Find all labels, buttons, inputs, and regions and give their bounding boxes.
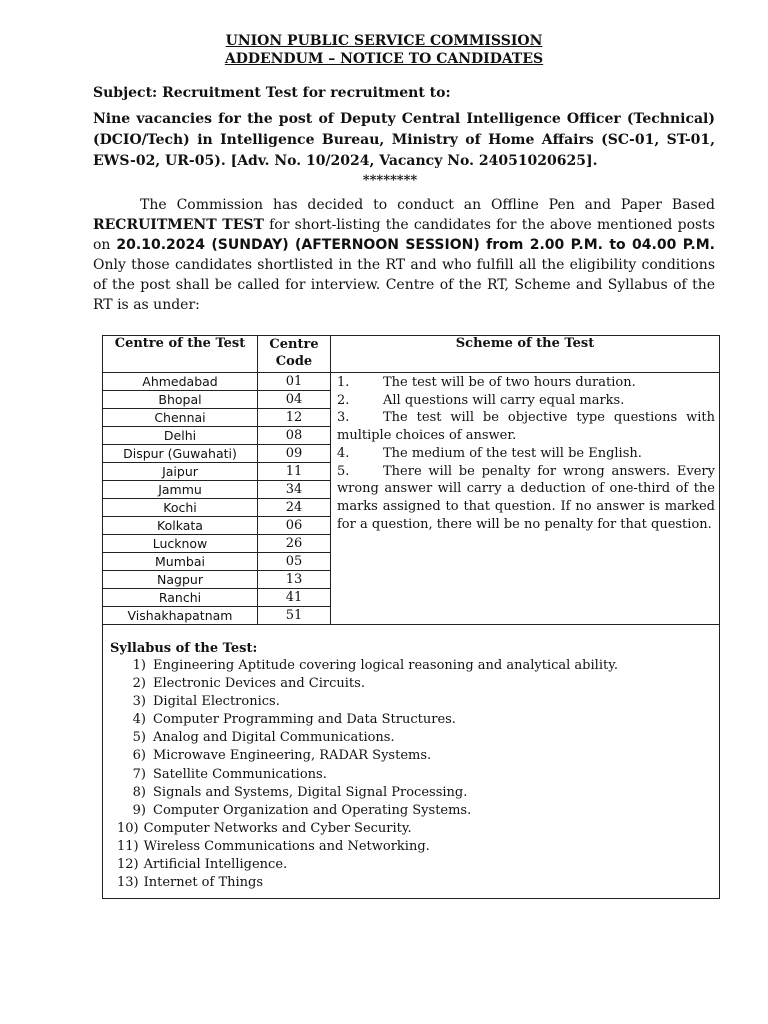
- centre-city: Jaipur: [103, 463, 258, 481]
- separator: ********: [362, 173, 418, 188]
- list-item: 2) Electronic Devices and Circuits.: [132, 676, 365, 692]
- scheme-point: 3. The test will be objective type questions with multiple choices of answer.: [337, 410, 715, 444]
- header-code: Centre Code: [258, 336, 331, 373]
- centre-city: Ahmedabad: [103, 373, 258, 391]
- list-item: 6) Microwave Engineering, RADAR Systems.: [132, 748, 432, 764]
- vacancy-description: Nine vacancies for the post of Deputy Central Intelligence Officer (Technical)(DCIO/Tech) in Intelligence Bureau, Ministry of Home Affairs (SC-01, ST-01, EWS-02, UR-05). [Adv. No. 10/2024, Vacancy No. 24051020625].: [93, 111, 715, 169]
- table-row: [103, 373, 720, 391]
- centre-code: 06: [258, 517, 331, 535]
- centre-code: 12: [258, 409, 331, 427]
- list-item: 10) Computer Networks and Cyber Security.: [117, 820, 412, 836]
- list-item: 9) Computer Organization and Operating Systems.: [132, 802, 472, 818]
- list-item: 3) Digital Electronics.: [132, 694, 280, 710]
- intro-text-1: The Commission has decided to conduct an Offline Pen and Paper Based: [140, 197, 715, 213]
- centre-code: 51: [258, 607, 331, 625]
- centre-code: 01: [258, 373, 331, 391]
- centre-code: 05: [258, 553, 331, 571]
- centre-city: Jammu: [103, 481, 258, 499]
- centre-city: Dispur (Guwahati): [103, 445, 258, 463]
- list-item: 8) Signals and Systems, Digital Signal Processing.: [132, 784, 468, 800]
- scheme-point: 5. There will be penalty for wrong answers. Every wrong answer will carry a deduction of one-third of the marks assigned to that question. If no answer is marked for a question, there will be no penalty for that question.: [337, 463, 715, 532]
- syllabus-list: [110, 657, 715, 892]
- commission-title: UNION PUBLIC SERVICE COMMISSION: [225, 33, 543, 49]
- header-scheme: Scheme of the Test: [331, 336, 720, 373]
- centre-code: 26: [258, 535, 331, 553]
- list-item: 1) Engineering Aptitude covering logical reasoning and analytical ability.: [132, 658, 618, 673]
- centre-city: Ranchi: [103, 589, 258, 607]
- centre-city: Chennai: [103, 409, 258, 427]
- centre-code: 34: [258, 481, 331, 499]
- list-item: 4) Computer Programming and Data Structures.: [132, 712, 456, 728]
- centre-code: 11: [258, 463, 331, 481]
- intro-test-name: RECRUITMENT TEST: [93, 217, 264, 233]
- centre-code: 41: [258, 589, 331, 607]
- intro-text-3: Only those candidates shortlisted in the RT and who fulfill all the eligibility conditions of the post shall be called for interview. Centre of the RT, Scheme and Syllabus of the RT is as under:: [93, 257, 715, 313]
- scheme-point: 2. All questions will carry equal marks.: [337, 392, 625, 408]
- test-details-table: [102, 335, 720, 899]
- centre-city: Lucknow: [103, 535, 258, 553]
- list-item: 11) Wireless Communications and Networking.: [117, 838, 430, 854]
- list-item: 7) Satellite Communications.: [132, 766, 327, 782]
- centre-code: 08: [258, 427, 331, 445]
- scheme-cell: [331, 373, 720, 625]
- list-item: 12) Artificial Intelligence.: [117, 857, 288, 873]
- centre-city: Mumbai: [103, 553, 258, 571]
- subject-line: Subject: Recruitment Test for recruitment to:: [93, 85, 451, 101]
- scheme-point: 1. The test will be of two hours duration.: [337, 375, 636, 390]
- test-date-time: 20.10.2024 (SUNDAY) (AFTERNOON SESSION) from 2.00 P.M. to 04.00 P.M.: [116, 237, 715, 253]
- centre-code: 04: [258, 391, 331, 409]
- centre-city: Kochi: [103, 499, 258, 517]
- centre-code: 13: [258, 571, 331, 589]
- centre-city: Bhopal: [103, 391, 258, 409]
- scheme-point: 4. The medium of the test will be English.: [337, 445, 642, 461]
- centre-city: Nagpur: [103, 571, 258, 589]
- centre-city: Kolkata: [103, 517, 258, 535]
- list-item: 5) Analog and Digital Communications.: [132, 730, 395, 746]
- syllabus-cell: [103, 625, 720, 899]
- syllabus-title: Syllabus of the Test:: [110, 641, 258, 656]
- intro-paragraph: [93, 195, 715, 315]
- centre-code: 24: [258, 499, 331, 517]
- intro-text-2: for short-listing the candidates for the above mentioned posts on: [93, 217, 715, 253]
- header-centre: Centre of the Test: [103, 336, 258, 373]
- addendum-title: ADDENDUM – NOTICE TO CANDIDATES: [224, 51, 544, 67]
- centre-city: Delhi: [103, 427, 258, 445]
- centre-code: 09: [258, 445, 331, 463]
- list-item: 13) Internet of Things: [117, 875, 264, 891]
- centre-city: Vishakhapatnam: [103, 607, 258, 625]
